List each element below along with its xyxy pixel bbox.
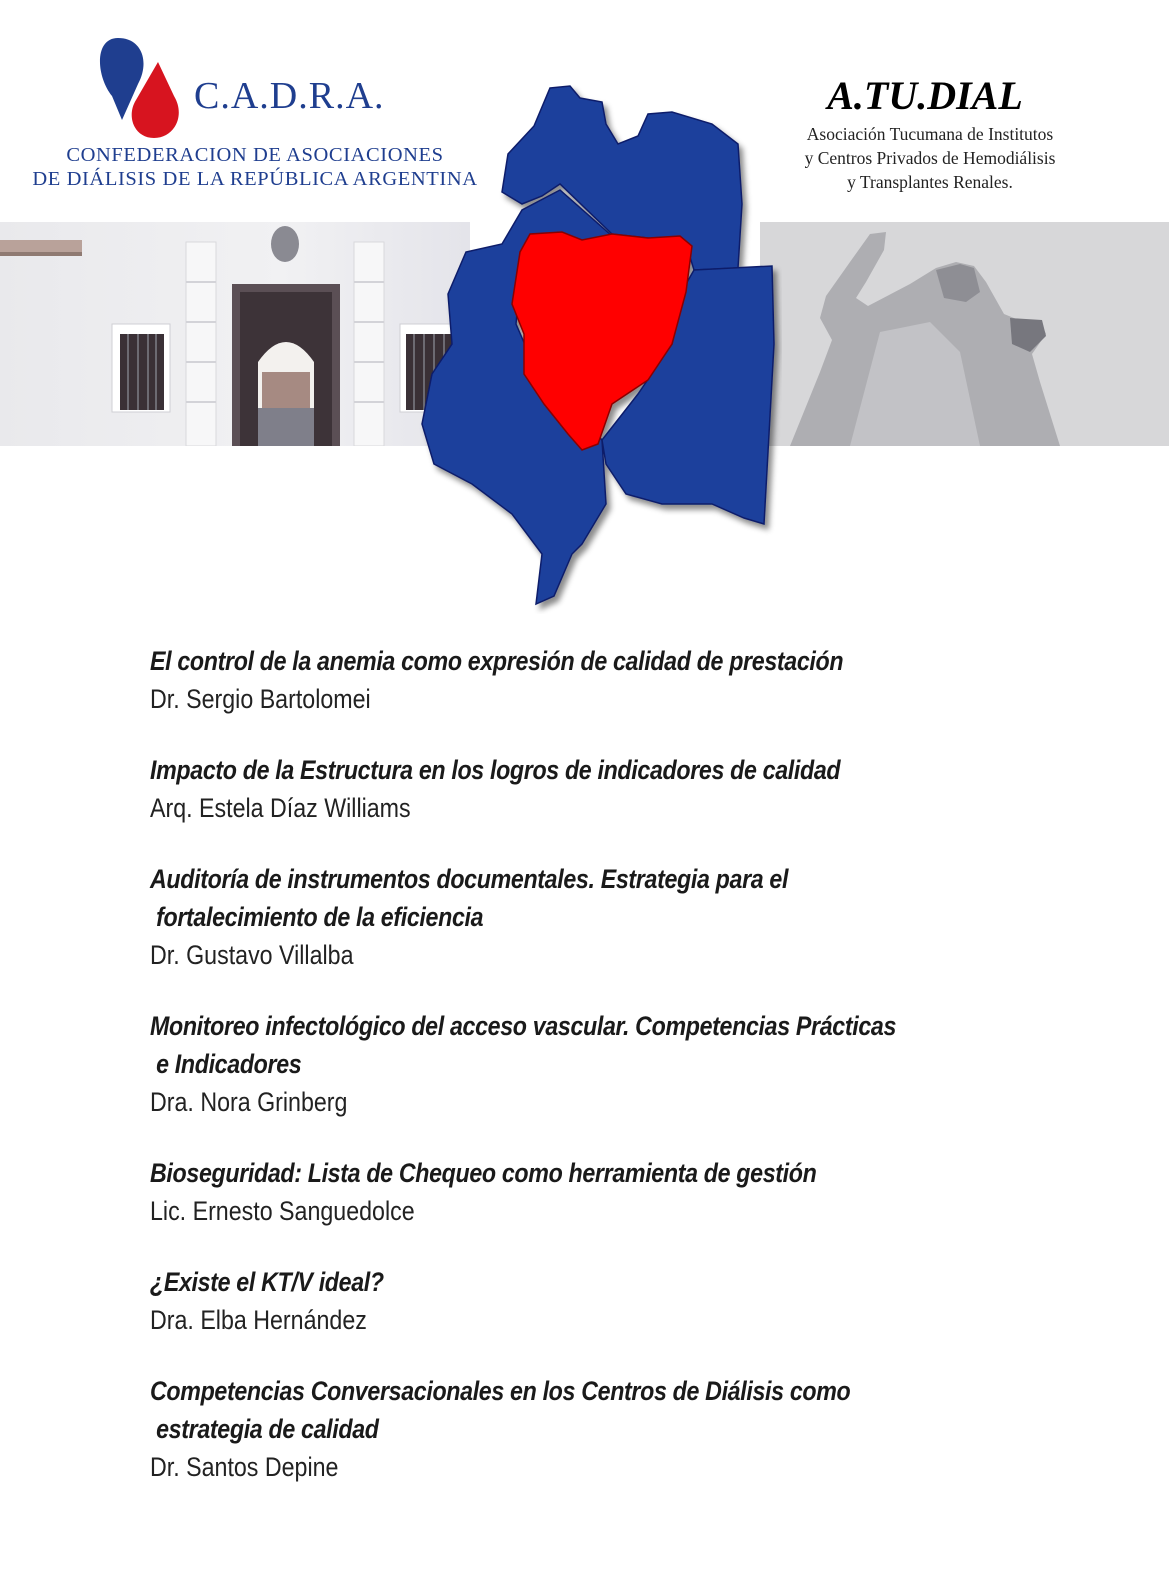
talk-item <box>150 1007 1050 1121</box>
talk-item <box>150 1263 1050 1339</box>
talk-title: Impacto de la Estructura en los logros de indicadores de calidad <box>150 755 841 785</box>
atudial-line-3: y Transplantes Renales. <box>847 172 1013 192</box>
talk-speaker: Lic. Ernesto Sanguedolce <box>150 1196 415 1226</box>
talk-title: Bioseguridad: Lista de Chequeo como herramienta de gestión <box>150 1158 817 1188</box>
talk-title: El control de la anemia como expresión de calidad de prestación <box>150 646 844 676</box>
talk-item <box>150 751 1050 827</box>
cadra-subtitle-line1: CONFEDERACION DE ASOCIACIONES <box>66 144 444 166</box>
casa-historica-photo <box>0 222 470 446</box>
atudial-logo <box>770 72 1100 202</box>
talk-speaker: Dr. Santos Depine <box>150 1452 339 1482</box>
talk-speaker: Dr. Sergio Bartolomei <box>150 684 371 714</box>
talk-title-line2: fortalecimiento de la eficiencia <box>150 902 484 932</box>
atudial-title: A.TU.DIAL <box>827 73 1023 118</box>
header <box>0 0 1169 620</box>
talk-speaker: Dr. Gustavo Villalba <box>150 940 354 970</box>
atudial-line-1: Asociación Tucumana de Institutos <box>806 124 1054 144</box>
talk-title-line1: Competencias Conversacionales en los Centros de Diálisis como <box>150 1376 851 1406</box>
blood-drops-icon <box>90 36 190 140</box>
talk-item <box>150 860 1050 974</box>
talk-speaker: Arq. Estela Díaz Williams <box>150 793 411 823</box>
talk-item <box>150 642 1050 718</box>
talk-speaker: Dra. Nora Grinberg <box>150 1087 348 1117</box>
talk-title-line1: Auditoría de instrumentos documentales. Estrategia para el <box>150 864 789 894</box>
atudial-line-2: y Centros Privados de Hemodiálisis <box>804 148 1056 168</box>
talk-title-line2: e Indicadores <box>150 1049 302 1079</box>
talk-title-line2: estrategia de calidad <box>150 1414 379 1444</box>
talk-list <box>150 642 1050 1519</box>
cadra-title: C.A.D.R.A. <box>194 75 385 117</box>
cadra-subtitle-line2: DE DIÁLISIS DE LA REPÚBLICA ARGENTINA <box>32 168 478 190</box>
talk-title-line1: Monitoreo infectológico del acceso vascular. Competencias Prácticas <box>150 1011 897 1041</box>
talk-speaker: Dra. Elba Hernández <box>150 1305 367 1335</box>
cadra-logo <box>20 30 490 200</box>
talk-title: ¿Existe el KT/V ideal? <box>150 1267 384 1297</box>
talk-item <box>150 1372 1050 1486</box>
statue-photo <box>760 222 1169 446</box>
talk-item <box>150 1154 1050 1230</box>
